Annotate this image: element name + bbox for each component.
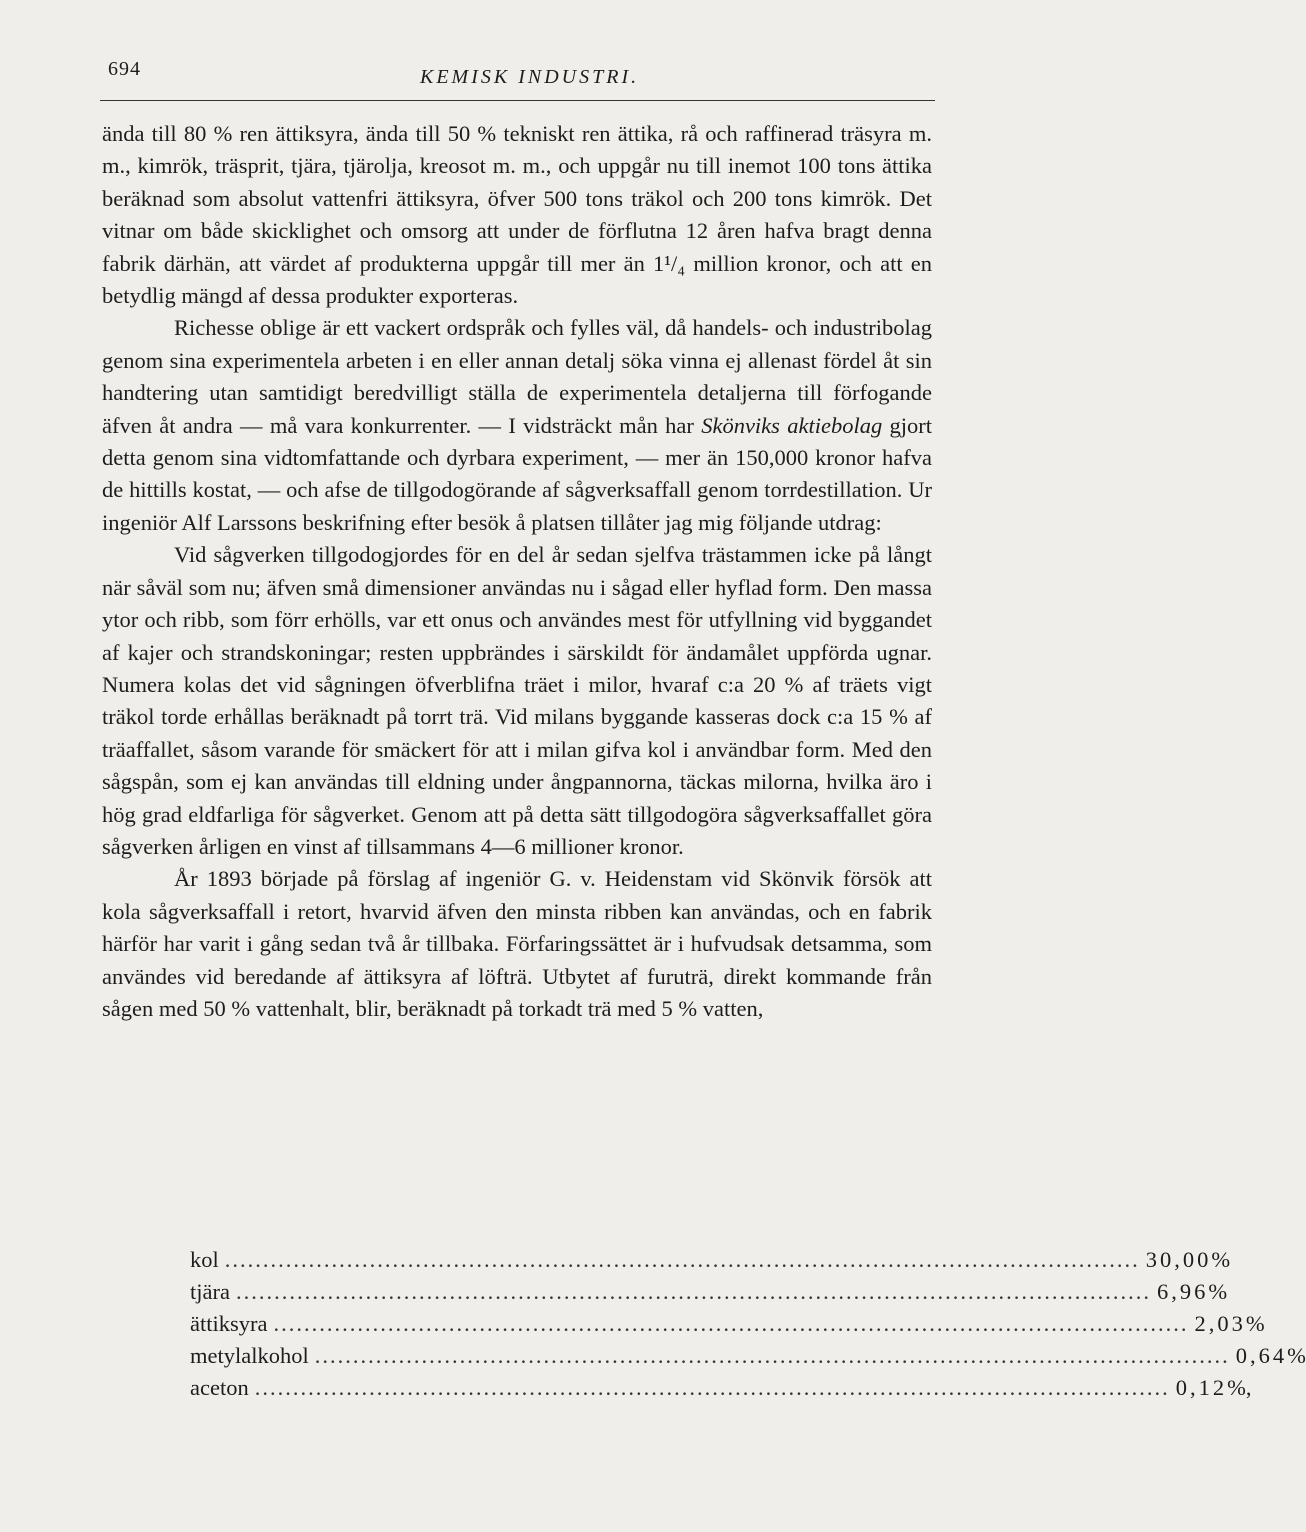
paragraph-3-quoted: Vid sågverken tillgodogjordes för en del år sedan sjelfva trästammen icke på långt när såväl som nu; äfven små dimensioner användas nu i sågad eller hyflad form. Den massa ytor och ribb, som förr erhölls, var ett onus och användes mest för utfyllning vid byggandet af kajer och strandskoningar; resten uppbrändes i särskildt för ändamålet uppförda ugnar. Numera kolas det vid sågningen öfverblifna träet i milor, hvaraf c:a 20 % af träets vigt träkol torde erhållas beräknadt på torrt trä. Vid milans byggande kasseras dock c:a 15 % af träaffallet, såsom varande för smäckert för att i milan gifva kol i användbar form. Med den sågspån, som ej kan användas till eldning under ångpannorna, täckas milorna, hvilka äro i hög grad eldfarliga för sågverket. Genom att på detta sätt tillgodogöra sågverksaffallet göra sågverken årligen en vinst af tillsammans 4—6 millioner kronor. <box>102 542 932 859</box>
yield-label: kol <box>190 1247 219 1272</box>
yield-unit: % <box>1208 1279 1228 1304</box>
paragraph-2-text-a: Richesse oblige är ett vackert ordspråk och fylles väl, då handels- och industribolag genom sina experimentela arbeten i en eller annan detalj söka vinna ej allenast fördel åt sin handtering utan samtidigt beredvilligt ställa de experimentela detaljerna till förfogande äfven åt andra — må vara konkurrenter. — I vidsträckt mån har <box>102 315 932 438</box>
paragraph-1: ända till 80 % ren ättiksyra, ända till 50 % tekniskt ren ättika, rå och raffinerad träsyra m. m., kimrök, träsprit, tjära, tjärolja, kreosot m. m., och uppgår nu till inemot 100 tons ättika beräknad som absolut vattenfri ättiksyra, öfver 500 tons träkol och 200 tons kimrök. Det vitnar om både skicklighet och omsorg att under de förflutna 12 åren hafva bragt denna fabrik därhän, att värdet af produkterna uppgår till mer än 1¹/₄ million kronor, och att en betydlig mängd af dessa produkter exporteras. <box>102 121 932 309</box>
yield-row <box>190 1311 1265 1343</box>
leader-dots: ........................................................................................................................ <box>254 1375 1170 1400</box>
yield-value: 0,12 <box>1175 1375 1228 1400</box>
leader-dots: ........................................................................................................................ <box>273 1311 1189 1336</box>
yield-label: ättiksyra <box>190 1311 268 1336</box>
yield-value: 2,03 <box>1194 1311 1246 1336</box>
yield-label: aceton <box>190 1375 249 1400</box>
paragraph-2-text-b: gjort detta genom sina vidtomfattande och dyrbara experiment, — mer än 150,000 kronor hafva de hittills kostat, — och afse de tillgodogörande af sågverksaffall genom torrdestillation. Ur ingeniör Alf Larssons beskrifning efter besök å platsen tillåter jag mig följande utdrag: <box>102 412 932 535</box>
running-title: KEMISK INDUSTRI. <box>420 66 640 88</box>
company-name-italic: Skönviks aktiebolag <box>701 412 883 438</box>
yield-row <box>190 1375 1252 1407</box>
leader-dots: ........................................................................................................................ <box>235 1279 1151 1304</box>
yield-row <box>190 1247 1231 1279</box>
yield-value: 0,64 <box>1235 1343 1288 1368</box>
leader-dots: ........................................................................................................................ <box>224 1247 1140 1272</box>
yield-unit: % <box>1211 1247 1231 1272</box>
yield-row <box>190 1343 1306 1375</box>
page-number: 694 <box>108 58 141 80</box>
yield-table <box>190 1247 1306 1407</box>
yield-value: 30,00 <box>1145 1247 1212 1272</box>
header-rule <box>100 100 935 101</box>
yield-label: metylalkohol <box>190 1343 309 1368</box>
yield-row <box>190 1279 1228 1311</box>
leader-dots: ........................................................................................................................ <box>314 1343 1230 1368</box>
yield-unit: % <box>1287 1343 1306 1368</box>
yield-unit: %, <box>1227 1375 1252 1400</box>
yield-label: tjära <box>190 1279 230 1304</box>
yield-value: 6,96 <box>1156 1279 1209 1304</box>
yield-unit: % <box>1245 1311 1265 1336</box>
body-text <box>102 118 932 1025</box>
paragraph-2 <box>102 312 932 539</box>
paragraph-4: År 1893 började på förslag af ingeniör G. v. Heidenstam vid Skönvik försök att kola sågverksaffall i retort, hvarvid äfven den minsta ribben kan användas, och en fabrik härför har varit i gång sedan två år tillbaka. Förfaringssättet är i hufvudsak detsamma, som användes vid beredande af ättiksyra af löfträ. Utbytet af furuträ, direkt kommande från sågen med 50 % vattenhalt, blir, beräknadt på torkadt trä med 5 % vatten, <box>102 866 932 1021</box>
